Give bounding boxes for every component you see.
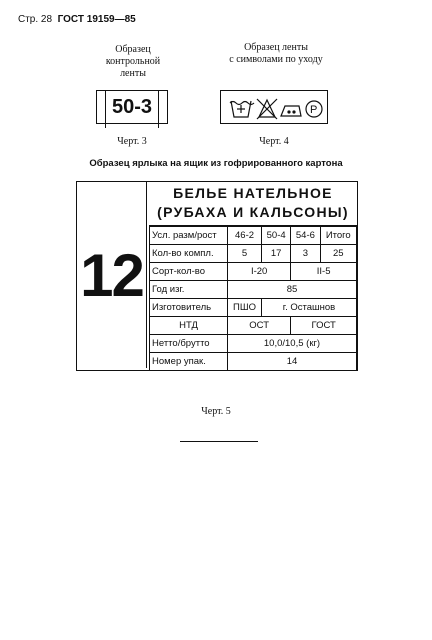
fig3-caption: Черт. 3 [117,136,147,147]
cell: 25 [320,245,356,263]
tape-tick [105,90,106,128]
cell: Номер упак. [150,353,228,371]
caption-line: с символами по уходу [229,54,323,65]
cell: ПШО [228,299,262,317]
caption-line: ленты [120,68,146,79]
label-caption: Образец ярлыка на ящик из гофрированного картона [89,158,343,169]
table-row [150,353,357,371]
cell: 5 [228,245,262,263]
table-row [150,281,357,299]
cell: Усл. разм/рост [150,227,228,245]
cell: Нетто/брутто [150,335,228,353]
cell: 10,0/10,5 (кг) [228,335,357,353]
sample2-caption [214,42,338,66]
tape-tick [158,90,159,128]
iron-icon [281,106,301,116]
table-row [150,245,357,263]
standard-number: ГОСТ 19159—85 [57,14,136,25]
cell: Кол-во компл. [150,245,228,263]
caption-line: Образец ленты [244,42,308,53]
svg-text:P: P [310,104,318,116]
care-symbols [221,91,329,125]
cell: Сорт-кол-во [150,263,228,281]
end-rule [180,441,258,442]
fig4-caption: Черт. 4 [259,136,289,147]
cell: Итого [320,227,356,245]
cell: 85 [228,281,357,299]
cell: II-5 [291,263,357,281]
label-number: 12 [77,182,147,368]
fig5-caption: Черт. 5 [201,406,231,417]
cell: г. Осташнов [262,299,357,317]
table-row [150,317,357,335]
cell: I-20 [228,263,291,281]
page-header [18,14,136,25]
no-bleach-icon [257,99,277,119]
table-row [150,227,357,245]
cell: ОСТ [228,317,291,335]
tape-value: 50-3 [111,95,153,118]
wash-icon [230,101,254,117]
cell: ГОСТ [291,317,357,335]
caption-line: Образец [115,44,151,55]
dryclean-p-icon [306,101,322,117]
label-title [149,182,357,226]
cell: Изготовитель [150,299,228,317]
table-row [150,335,357,353]
page-number: Стр. 28 [18,14,53,25]
control-tape-sample [96,90,168,124]
table-row [150,299,357,317]
title-line: БЕЛЬЕ НАТЕЛЬНОЕ [173,185,333,201]
caption-line: контрольной [105,56,161,67]
table-row [150,263,357,281]
care-symbols-tape [220,90,328,124]
sample1-caption [92,44,174,80]
cell: 3 [291,245,320,263]
cell: 50-4 [262,227,291,245]
cell: Год изг. [150,281,228,299]
cell: 46-2 [228,227,262,245]
title-line: (РУБАХА И КАЛЬСОНЫ) [157,204,349,220]
cell: 14 [228,353,357,371]
cell: НТД [150,317,228,335]
box-label [76,181,358,371]
cell: 17 [262,245,291,263]
cell: 54-6 [291,227,320,245]
label-table [149,226,357,371]
